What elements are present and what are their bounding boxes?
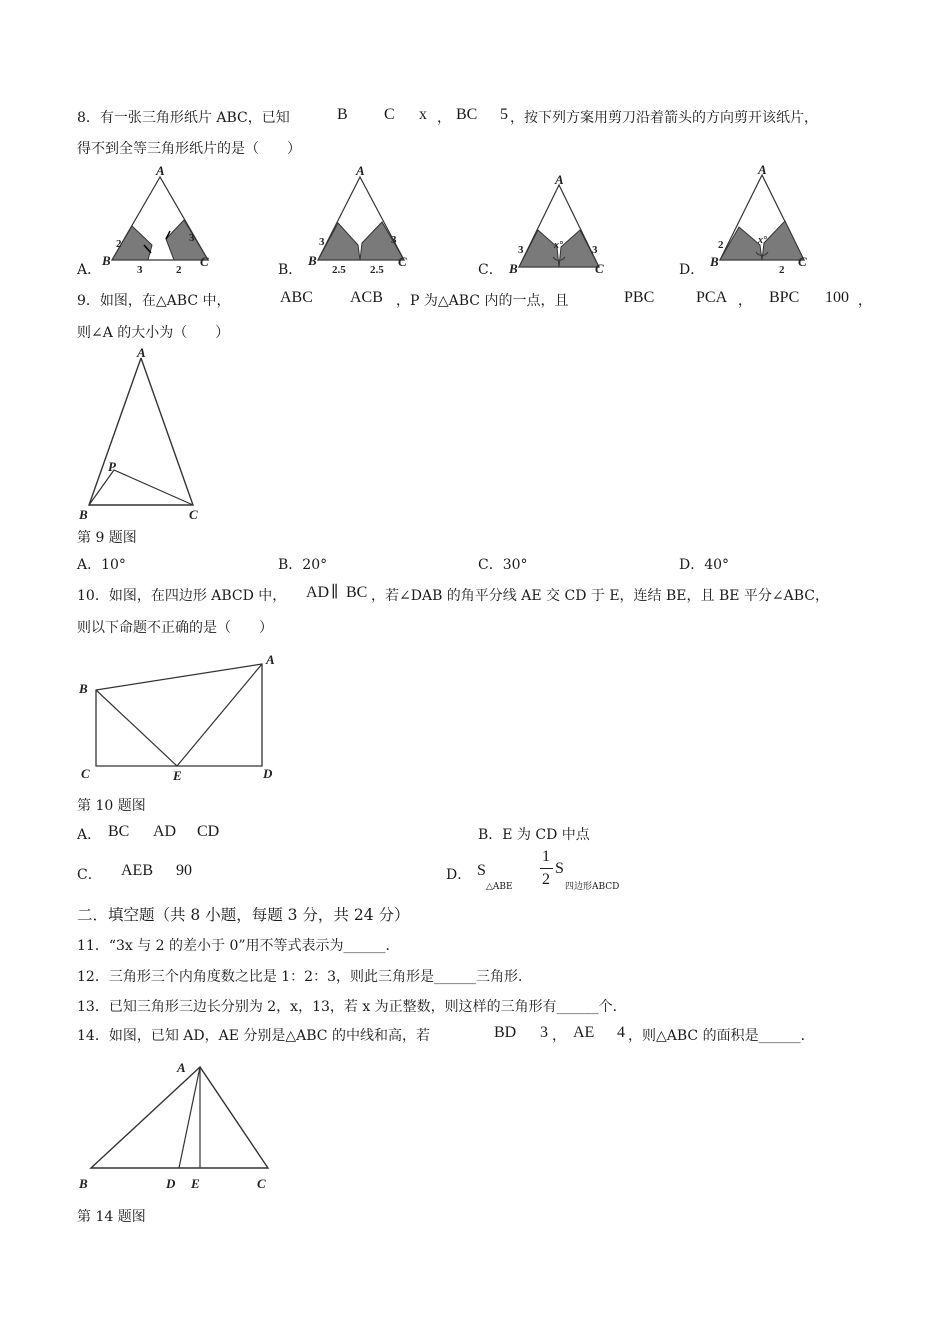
q8-line1 (77, 109, 290, 127)
q10-option-d-s1: S (477, 862, 486, 879)
q9-option-a: A．10° (77, 557, 126, 573)
q8c-label-a: A (555, 172, 564, 187)
q9-comma2: ， (858, 293, 872, 309)
q8d-angle-x: x° (758, 235, 767, 246)
q9-line2: 则∠A 的大小为（ ） (77, 325, 230, 341)
q9-figure (75, 340, 215, 525)
q8c-angle-x: x° (554, 240, 563, 251)
q13: 13．已知三角形三边长分别为 2，x，13，若 x 为正整数，则这样的三角形有______个． (77, 999, 627, 1015)
q10-option-c-aeb: AEB (121, 862, 153, 879)
q9-math-pca: PCA (696, 289, 728, 306)
q14-text-end: ，则△ABC 的面积是______． (628, 1028, 815, 1044)
q14-label-c: C (257, 1176, 266, 1191)
q8-text-end: ，按下列方案用剪刀沿着箭头的方向剪开该纸片， (510, 110, 818, 126)
q8-figure-a (100, 165, 220, 275)
q10-option-d-sub1: △ABE (486, 882, 513, 892)
q10-caption: 第 10 题图 (77, 798, 146, 814)
q8-text-start: 8．有一张三角形纸片 ABC，已知 (77, 110, 290, 126)
q10-label-d: D (263, 766, 273, 781)
q10-option-b: B．E 为 CD 中点 (478, 827, 590, 843)
q9-math-abc: ABC (280, 289, 313, 306)
q14-comma: ， (552, 1028, 566, 1044)
q8-figure-d (706, 162, 826, 276)
q8d-label-c: C (798, 254, 807, 269)
q8-option-a: A． (77, 262, 102, 278)
q10-figure (75, 645, 290, 785)
q9-option-d: D．40° (679, 557, 730, 573)
q8c-len-2: 3 (592, 244, 598, 256)
q8-figure-b (302, 165, 422, 275)
q9-caption: 第 9 题图 (77, 530, 137, 546)
q10-line2: 则以下命题不正确的是（ ） (77, 620, 273, 636)
q10-option-c-label: C． (77, 867, 102, 883)
q8b-label-b: B (308, 253, 317, 268)
q8-math-5: 5 (500, 106, 508, 123)
q14-math-4: 4 (617, 1024, 625, 1041)
q8a-len-3: 3 (137, 264, 143, 276)
q8-option-c: C． (478, 262, 503, 278)
q8c-label-c: C (595, 261, 604, 276)
q8-math-c: C (384, 106, 395, 123)
q9-math-pbc: PBC (624, 289, 655, 306)
q8a-len-2: 3 (189, 232, 195, 244)
q10-option-d-label: D． (446, 867, 472, 883)
q9-label-b: B (79, 507, 88, 522)
q8c-label-b: B (509, 261, 518, 276)
q10-label-a: A (266, 652, 275, 667)
q8a-label-c: C (200, 254, 209, 269)
q8d-label-a: A (758, 162, 767, 177)
q8-comma: ， (437, 110, 451, 126)
q10-math-ad: AD (306, 584, 330, 601)
q10-option-a-ad: AD (153, 823, 177, 840)
q14-label-e: E (191, 1176, 200, 1191)
q8-figure-c (503, 172, 623, 276)
q10-option-a-bc: BC (108, 823, 130, 840)
q10-label-e: E (173, 768, 182, 783)
q8c-len-1: 3 (518, 244, 524, 256)
q8-math-bc: BC (456, 106, 478, 123)
q8d-len-2: 2 (779, 264, 785, 276)
q8a-label-b: B (102, 253, 111, 268)
q14-label-a: A (177, 1060, 186, 1075)
q10-option-d-s2: S (555, 860, 564, 877)
q9-comma: ， (738, 293, 752, 309)
q14-math-3: 3 (540, 1024, 548, 1041)
q8b-len-1: 3 (319, 236, 325, 248)
q11: 11．“3x 与 2 的差小于 0”用不等式表示为______． (77, 938, 400, 954)
q9-math-bpc: BPC (769, 289, 800, 306)
q9-math-100: 100 (825, 289, 849, 306)
q10-math-parallel: ∥ (331, 584, 339, 601)
q8-line2: 得不到全等三角形纸片的是（ ） (77, 141, 301, 157)
q8-math-b: B (337, 106, 348, 123)
section2-title: 二．填空题（共 8 小题，每题 3 分，共 24 分） (77, 906, 410, 924)
q8a-len-1: 2 (116, 238, 122, 250)
q10-text-mid: ，若∠DAB 的角平分线 AE 交 CD 于 E，连结 BE，且 BE 平分∠ABC， (371, 588, 830, 604)
q9-text-mid: ，P 为△ABC 内的一点，且 (396, 293, 569, 309)
q14-figure (75, 1055, 285, 1195)
q10-option-d-fraction-bar (540, 868, 553, 869)
q10-math-bc: BC (346, 584, 368, 601)
q14-label-d: D (166, 1176, 176, 1191)
q9-text-start: 9．如图，在△ABC 中， (77, 293, 231, 309)
q8-option-b: B． (278, 262, 303, 278)
q8b-len-4: 2.5 (370, 264, 384, 276)
q10-text-start: 10．如图，在四边形 ABCD 中， (77, 588, 287, 604)
q8-option-d: D． (679, 262, 705, 278)
q10-option-a-label: A． (77, 827, 102, 843)
q10-option-d-sub2: 四边形ABCD (565, 882, 620, 892)
q14-math-bd: BD (494, 1024, 517, 1041)
q9-math-acb: ACB (350, 289, 383, 306)
q10-option-d-numerator: 1 (542, 848, 550, 865)
q8b-label-c: C (398, 254, 407, 269)
q14-math-ae: AE (573, 1024, 595, 1041)
q10-label-b: B (79, 681, 88, 696)
q8-math-x: x (419, 106, 427, 123)
q9-label-c: C (189, 507, 198, 522)
q8b-len-3: 2.5 (332, 264, 346, 276)
q8a-len-4: 2 (176, 264, 182, 276)
q9-label-a: A (137, 345, 146, 360)
q14-label-b: B (79, 1176, 88, 1191)
q9-label-p: P (108, 459, 116, 474)
q10-option-d-denominator: 2 (542, 871, 550, 888)
q8a-label-a: A (156, 163, 165, 178)
q8d-label-b: B (710, 254, 719, 269)
q8b-len-2: 3 (391, 234, 397, 246)
q14-caption: 第 14 题图 (77, 1209, 146, 1225)
q14-text-start: 14．如图，已知 AD，AE 分别是△ABC 的中线和高，若 (77, 1028, 430, 1044)
q10-option-c-90: 90 (176, 862, 192, 879)
q9-option-c: C．30° (478, 557, 528, 573)
q10-option-a-cd: CD (197, 823, 220, 840)
q8b-label-a: A (356, 163, 365, 178)
q8d-len-1: 2 (718, 239, 724, 251)
q9-option-b: B．20° (278, 557, 328, 573)
q10-label-c: C (81, 766, 90, 781)
q12: 12．三角形三个内角度数之比是 1：2：3，则此三角形是______三角形． (77, 969, 532, 985)
